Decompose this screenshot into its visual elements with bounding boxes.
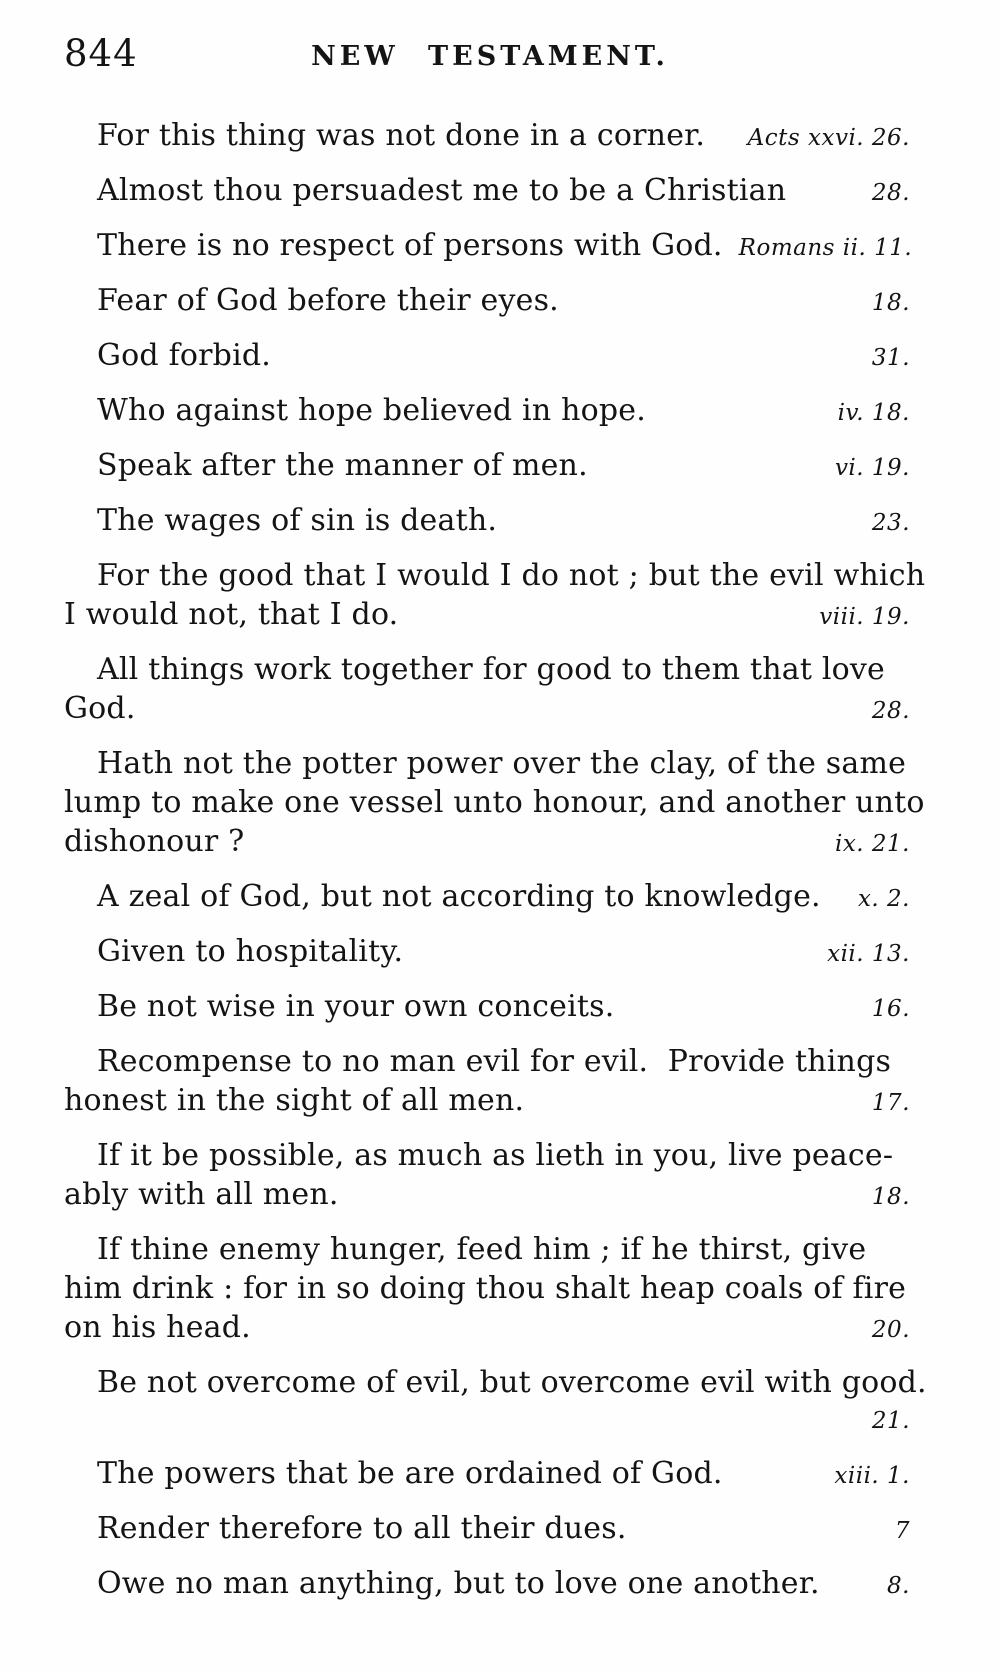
scripture-reference: 18. <box>871 1184 910 1210</box>
page-header <box>0 0 1000 80</box>
quote-text: Owe no man anything, but to love one another. <box>97 1566 820 1601</box>
quote-text: Given to hospitality. <box>97 934 404 969</box>
quote-line <box>64 1081 910 1123</box>
quote-entry <box>64 987 910 1029</box>
quote-text: lump to make one vessel unto honour, and another unto <box>64 785 925 820</box>
scripture-reference: 20. <box>871 1317 910 1343</box>
scripture-reference: 18. <box>871 290 910 316</box>
quote-text: For this thing was not done in a corner. <box>97 118 706 153</box>
quote-line <box>64 116 910 158</box>
quote-text: God. <box>64 691 136 726</box>
quote-line <box>64 877 910 919</box>
quote-text: ably with all men. <box>64 1177 339 1212</box>
quote-entry <box>64 1454 910 1496</box>
quote-line <box>64 501 910 543</box>
scripture-reference: 28. <box>871 180 910 206</box>
quotes-list <box>0 116 1000 1606</box>
quote-entry <box>64 336 910 378</box>
quote-line <box>64 689 910 731</box>
quote-entry <box>64 1509 910 1551</box>
quote-line <box>64 1175 910 1217</box>
scripture-reference: 8. <box>887 1573 910 1599</box>
quote-entry <box>64 171 910 213</box>
quote-entry <box>64 501 910 543</box>
scripture-reference: Romans ii. 11. <box>738 235 913 261</box>
scripture-reference: x. 2. <box>857 886 910 912</box>
scripture-reference: viii. 19. <box>819 604 910 630</box>
quote-line <box>64 783 925 822</box>
quote-text: The wages of sin is death. <box>97 503 498 538</box>
quote-text: A zeal of God, but not according to knowledge. <box>97 879 821 914</box>
quote-line <box>64 822 910 864</box>
quote-text: Hath not the potter power over the clay, of the same <box>97 746 907 781</box>
quote-entry <box>64 116 910 158</box>
quote-line <box>64 1230 910 1269</box>
quote-line <box>64 932 910 974</box>
quote-text: I would not, that I do. <box>64 597 399 632</box>
quote-entry <box>64 556 926 637</box>
quote-line <box>64 226 913 268</box>
quote-line <box>64 556 926 595</box>
quote-line <box>64 987 910 1029</box>
quote-text: If thine enemy hunger, feed him ; if he thirst, give <box>97 1232 867 1267</box>
quote-text: The powers that be are ordained of God. <box>97 1456 723 1491</box>
quote-entry <box>64 1363 927 1441</box>
quote-line <box>64 446 910 488</box>
quote-line <box>64 1269 910 1308</box>
quote-text: dishonour ? <box>64 824 245 859</box>
quote-line <box>64 336 910 378</box>
quote-line <box>64 1509 910 1551</box>
quote-line <box>64 595 910 637</box>
scripture-reference: iv. 18. <box>837 400 910 426</box>
scripture-reference: vi. 19. <box>834 455 910 481</box>
scripture-reference: 7 <box>894 1518 910 1544</box>
quote-entry <box>64 281 910 323</box>
scripture-reference: 17. <box>871 1090 910 1116</box>
quote-line <box>64 1308 910 1350</box>
quote-text: God forbid. <box>97 338 272 373</box>
quote-line <box>64 1042 910 1081</box>
quote-text: honest in the sight of all men. <box>64 1083 525 1118</box>
quote-entry <box>64 650 910 731</box>
quote-text: Render therefore to all their dues. <box>97 1511 627 1546</box>
scripture-reference: 31. <box>871 345 910 371</box>
scripture-reference: Acts xxvi. 26. <box>747 125 910 151</box>
quote-line <box>64 650 910 689</box>
quote-line <box>64 1564 910 1606</box>
quote-entry <box>64 1230 910 1350</box>
quote-text: Be not wise in your own conceits. <box>97 989 615 1024</box>
quote-entry <box>64 1042 910 1123</box>
quote-entry <box>64 877 910 919</box>
scripture-reference: 28. <box>871 698 910 724</box>
quote-line <box>64 744 910 783</box>
quote-text: Be not overcome of evil, but overcome evil with good. <box>97 1365 927 1400</box>
quote-entry <box>64 446 910 488</box>
quote-entry <box>64 744 925 864</box>
scripture-reference: 23. <box>871 510 910 536</box>
quote-text: Speak after the manner of men. <box>97 448 588 483</box>
quote-entry <box>64 932 910 974</box>
quote-line <box>64 1402 910 1441</box>
quote-text: If it be possible, as much as lieth in you, live peace- <box>97 1138 894 1173</box>
quote-text: Who against hope believed in hope. <box>97 393 646 428</box>
scripture-reference: ix. 21. <box>834 831 910 857</box>
page-number: 844 <box>64 32 138 75</box>
quote-line <box>64 171 910 213</box>
quote-text: Recompense to no man evil for evil. Provide things <box>97 1044 892 1079</box>
quote-line <box>64 1136 910 1175</box>
quote-text: All things work together for good to them that love <box>97 652 885 687</box>
quote-line <box>64 1363 927 1402</box>
quote-entry <box>64 1564 910 1606</box>
quote-text: him drink : for in so doing thou shalt heap coals of fire <box>64 1271 907 1306</box>
scripture-reference: xii. 13. <box>827 941 910 967</box>
quote-line <box>64 281 910 323</box>
quote-text: Fear of God before their eyes. <box>97 283 559 318</box>
quote-entry <box>64 226 913 268</box>
quote-text: Almost thou persuadest me to be a Christian <box>97 173 787 208</box>
quote-entry <box>64 1136 910 1217</box>
running-title: NEW TESTAMENT. <box>311 41 669 72</box>
quote-line <box>64 391 910 433</box>
quote-line <box>64 1454 910 1496</box>
scripture-reference: 16. <box>871 996 910 1022</box>
quote-entry <box>64 391 910 433</box>
quote-text: For the good that I would I do not ; but the evil which <box>97 558 926 593</box>
quote-text: on his head. <box>64 1310 251 1345</box>
scripture-reference: 21. <box>871 1408 910 1434</box>
quote-text: There is no respect of persons with God. <box>97 228 723 263</box>
scripture-reference: xiii. 1. <box>834 1463 910 1489</box>
